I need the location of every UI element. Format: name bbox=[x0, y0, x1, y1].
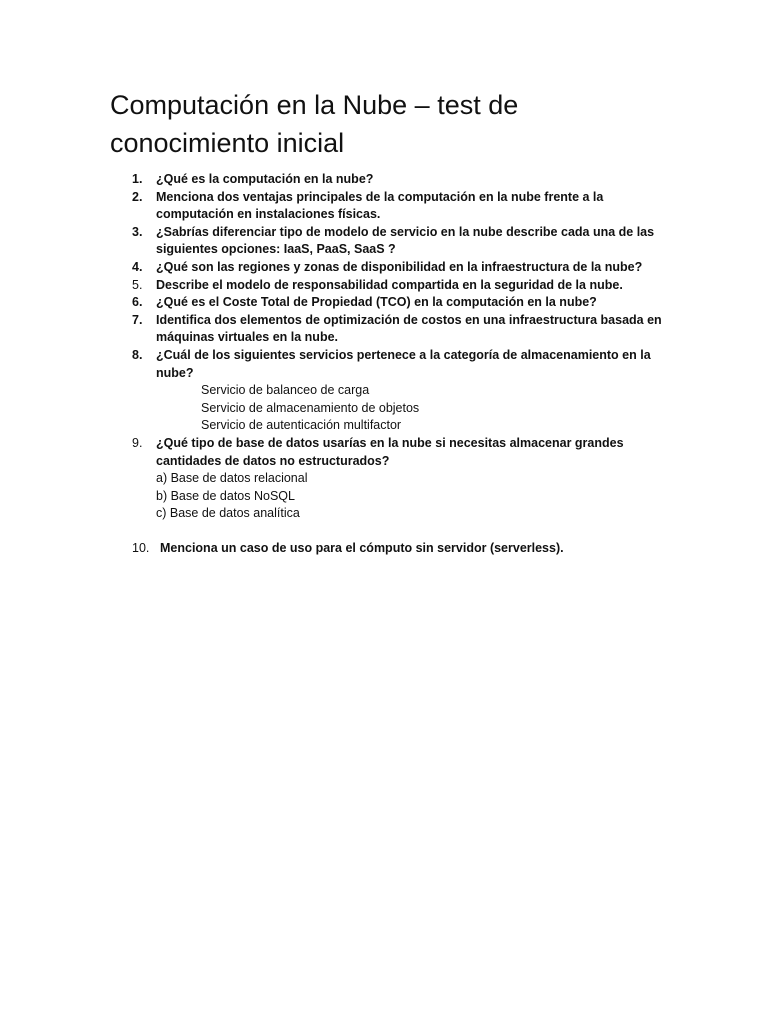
question-text: ¿Qué es el Coste Total de Propiedad (TCO) en la computación en la nube? bbox=[156, 295, 597, 310]
question-item bbox=[110, 259, 670, 277]
question-text: ¿Qué tipo de base de datos usarías en la nube si necesitas almacenar grandes cantidades de datos no estructurados? bbox=[156, 435, 624, 468]
question-number: 3. bbox=[132, 224, 143, 239]
question-text: ¿Cuál de los siguientes servicios pertenece a la categoría de almacenamiento en la nube? bbox=[156, 347, 651, 380]
question-number: 8. bbox=[132, 347, 143, 362]
question-number: 2. bbox=[132, 189, 143, 204]
question-text: ¿Sabrías diferenciar tipo de modelo de servicio en la nube describe cada una de las siguientes opciones: IaaS, PaaS, SaaS ? bbox=[156, 224, 655, 257]
question-item bbox=[110, 540, 670, 558]
question-text: Menciona dos ventajas principales de la computación en la nube frente a la computación en instalaciones físicas. bbox=[156, 189, 604, 222]
question-text: Describe el modelo de responsabilidad compartida en la seguridad de la nube. bbox=[156, 277, 623, 292]
question-number: 4. bbox=[132, 259, 143, 274]
option-item: c) Base de datos analítica bbox=[156, 506, 300, 521]
question-number: 9. bbox=[132, 435, 143, 450]
option-item: Servicio de autenticación multifactor bbox=[201, 418, 402, 433]
question-number: 1. bbox=[132, 172, 143, 186]
question-item bbox=[110, 294, 670, 312]
question-text: Menciona un caso de uso para el cómputo sin servidor (serverless). bbox=[160, 541, 564, 556]
document-title: Computación en la Nube – test de conocimiento inicial bbox=[110, 90, 519, 158]
question-item bbox=[110, 224, 670, 259]
option-item: Servicio de balanceo de carga bbox=[201, 383, 370, 398]
option-item: b) Base de datos NoSQL bbox=[156, 488, 295, 503]
question-number: 6. bbox=[132, 295, 143, 310]
question-item bbox=[110, 277, 670, 295]
question-item bbox=[110, 347, 670, 435]
question-number: 5. bbox=[132, 277, 143, 292]
question-item bbox=[110, 189, 670, 224]
question-item bbox=[110, 435, 670, 523]
question-number: 7. bbox=[132, 312, 143, 327]
question-item bbox=[110, 171, 670, 189]
option-item: a) Base de datos relacional bbox=[156, 471, 308, 486]
question-list bbox=[110, 171, 670, 558]
question-item bbox=[110, 312, 670, 347]
question-text: ¿Qué son las regiones y zonas de disponibilidad en la infraestructura de la nube? bbox=[156, 259, 643, 274]
option-item: Servicio de almacenamiento de objetos bbox=[201, 400, 420, 415]
question-number: 10. bbox=[132, 541, 150, 556]
option-list bbox=[156, 382, 670, 435]
option-list bbox=[156, 470, 670, 523]
question-text: Identifica dos elementos de optimización de costos en una infraestructura basada en máquinas virtuales en la nube. bbox=[156, 312, 662, 345]
question-text: ¿Qué es la computación en la nube? bbox=[156, 172, 374, 186]
